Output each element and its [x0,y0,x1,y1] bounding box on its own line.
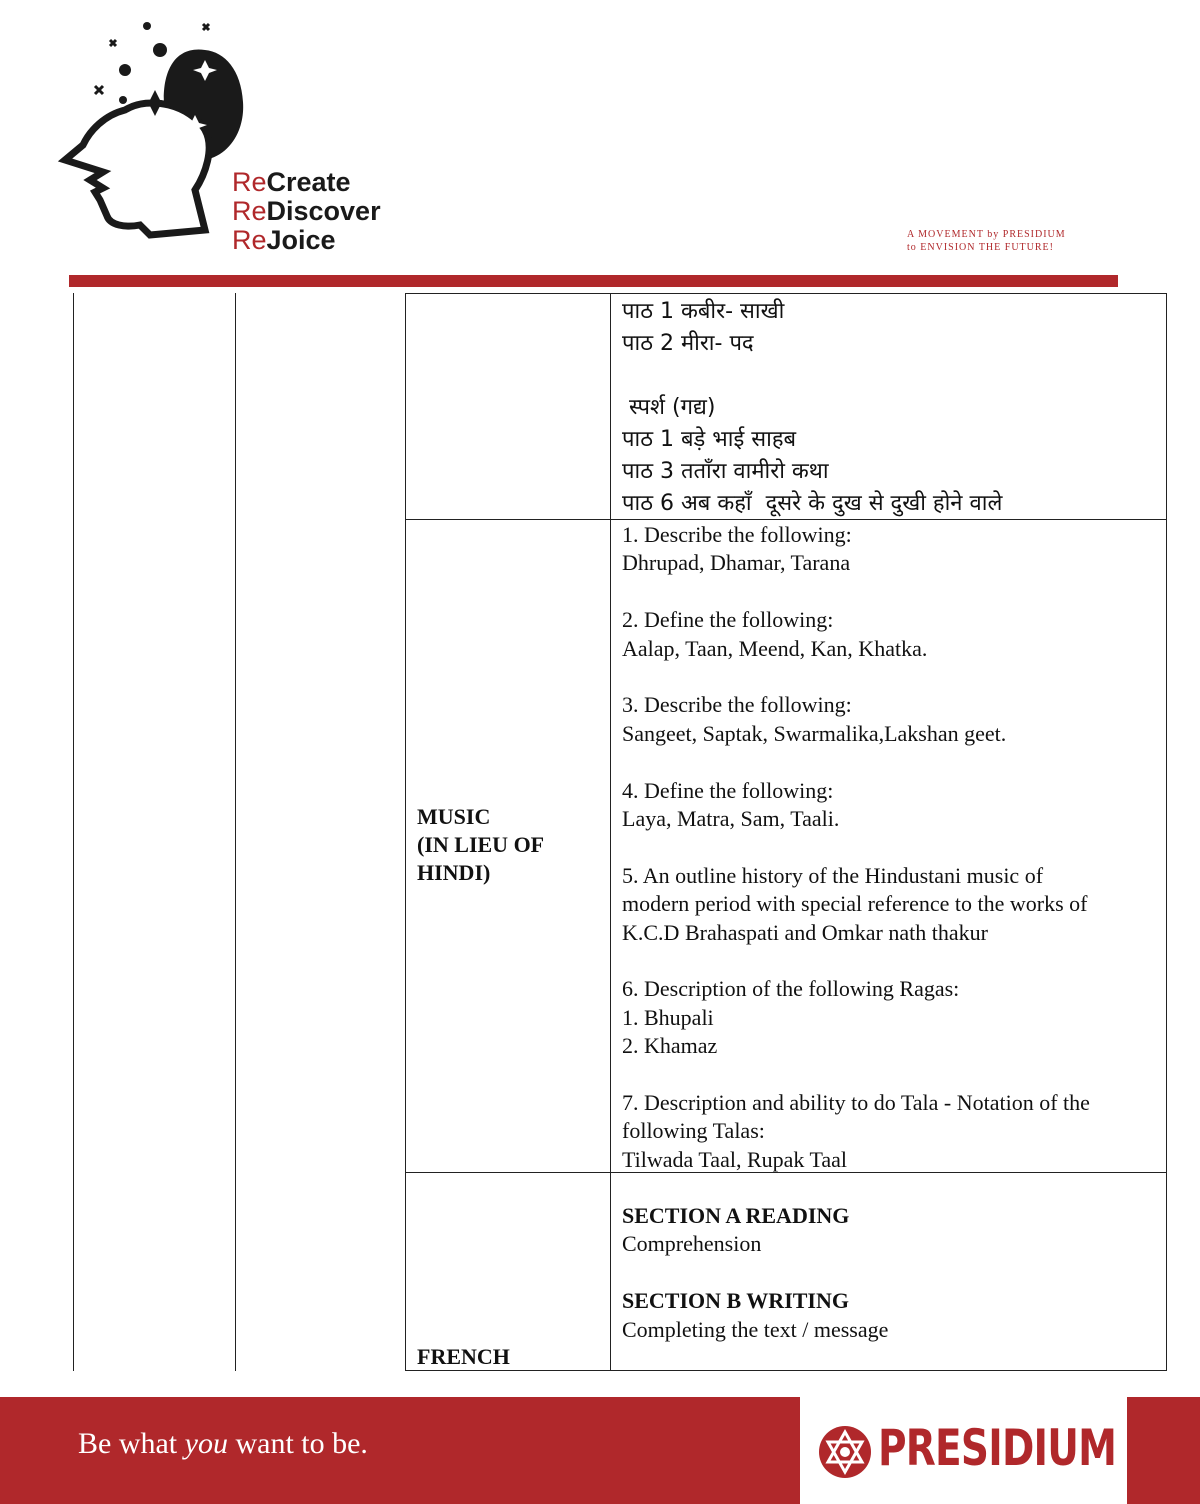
tagline-line-2: to ENVISION THE FUTURE! [907,242,1054,253]
list-item: 4. Define the following: [622,777,834,803]
subject-french: FRENCH [417,1344,510,1369]
footer-bar [0,1397,1200,1504]
slogan-part: want to be. [227,1427,368,1460]
list-item [622,748,1157,776]
table-column-border-2 [235,293,236,1371]
section-a-text: Comprehension [622,1231,762,1257]
list-item: 2. Khamaz [622,1033,718,1059]
list-item [622,360,1157,392]
footer-slogan [78,1427,368,1461]
list-item: Tilwada Taal, Rupak Taal [622,1146,848,1172]
list-item: पाठ 1 बड़े भाई साहब [622,427,797,452]
logo-prefix: Re [232,167,267,197]
logo-word: Create [266,167,351,197]
list-item: 2. Define the following: [622,607,834,633]
list-item: स्पर्श (गद्य) [622,395,716,420]
list-item: पाठ 6 अब कहाँ दूसरे के दुख से दुखी होने वाले [622,491,1003,516]
list-item: modern period with special reference to the works of [622,891,1088,917]
logo-line-recreate [232,168,381,197]
header-divider [69,275,1118,287]
logo-prefix: Re [232,196,267,226]
spacer [622,1259,1157,1287]
slogan-emphasis: you [184,1427,228,1460]
list-item: 3. Describe the following: [622,692,852,718]
music-syllabus-list [622,521,1157,1174]
list-item: पाठ 2 मीरा- पद [622,331,754,356]
head-logo-icon [55,20,255,260]
tagline [907,228,1066,254]
list-item [622,663,1157,691]
list-item: Dhrupad, Dhamar, Tarana [622,550,851,576]
list-item: 7. Description and ability to do Tala - Notation of the [622,1090,1090,1116]
list-item: following Talas: [622,1118,765,1144]
section-a-title: SECTION A READING [622,1203,850,1228]
subject-line: HINDI) [417,860,491,885]
logo-word: Discover [266,196,381,226]
section-b-text: Completing the text / message [622,1316,889,1342]
list-item: 1. Describe the following: [622,522,852,547]
list-item: पाठ 1 कबीर- साखी [622,299,785,324]
table-cell-divider [610,1172,611,1371]
logo-word: Joice [266,225,336,255]
logo-line-rejoice [232,226,381,255]
list-item [622,1061,1157,1089]
list-item [622,578,1157,606]
table-column-border-1 [73,293,74,1371]
subject-line: MUSIC [417,804,491,829]
list-item [622,947,1157,975]
list-item [622,833,1157,861]
logo-prefix: Re [232,225,267,255]
logo-wordmark [232,168,381,255]
list-item: Laya, Matra, Sam, Taali. [622,806,840,832]
list-item: K.C.D Brahaspati and Omkar nath thakur [622,919,988,945]
subject-line: (IN LIEU OF [417,832,545,857]
tagline-line-1: A MOVEMENT by PRESIDIUM [907,229,1066,240]
list-item: 1. Bhupali [622,1004,714,1030]
brand-name: PRESIDIUM [878,1419,1117,1477]
logo-line-rediscover [232,197,381,226]
section-b-title: SECTION B WRITING [622,1288,849,1314]
star-of-david-logo-icon [818,1425,872,1479]
list-item: पाठ 3 तताँरा वामीरो कथा [622,459,829,484]
list-item: 6. Description of the following Ragas: [622,976,960,1002]
subject-music [417,803,544,887]
table-cell-divider [610,519,611,1173]
list-item: Sangeet, Saptak, Swarmalika,Lakshan geet. [622,720,1007,746]
french-syllabus-list [622,1202,1157,1344]
slogan-part: Be what [78,1427,185,1460]
list-item: 5. An outline history of the Hindustani music of [622,862,1044,888]
brand-panel [800,1397,1127,1504]
list-item: Aalap, Taan, Meend, Kan, Khatka. [622,635,928,661]
hindi-syllabus-list [622,296,1157,520]
